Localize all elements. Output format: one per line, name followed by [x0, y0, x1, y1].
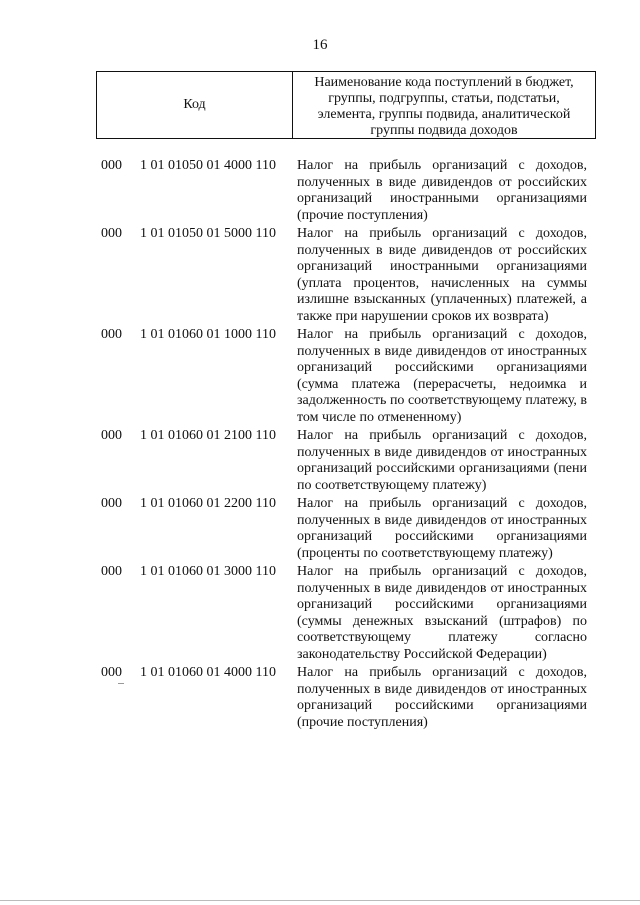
page-number: 16: [312, 37, 328, 53]
row-income-code: 1 01 01050 01 5000 110: [140, 226, 276, 241]
row-income-name: Налог на прибыль организаций с доходов, полученных в виде дивидендов от иностранных организаций российскими организациями (проценты по соответствующему платежу): [297, 496, 587, 561]
header-code-cell: Код: [97, 72, 293, 138]
row-income-code: 1 01 01060 01 4000 110: [140, 665, 276, 680]
page-bottom-edge: [0, 900, 640, 901]
row-income-name: Налог на прибыль организаций с доходов, полученных в виде дивидендов от российских организаций иностранными организациями (уплата процентов, начисленных на суммы излишне взысканных (уплаченных) платежей, а также при нарушении сроков их возврата): [297, 226, 587, 324]
table-row: [0, 226, 640, 325]
row-income-code: 1 01 01060 01 2200 110: [140, 496, 276, 511]
header-name-cell: Наименование кода поступлений в бюджет, группы, подгруппы, статьи, подстатьи, элемента, группы подвида, аналитической группы подвида доходов: [314, 75, 574, 138]
row-admin-code: 000: [101, 428, 122, 443]
row-income-name: Налог на прибыль организаций с доходов, полученных в виде дивидендов от иностранных организаций российскими организациями (пени по соответствующему платежу): [297, 428, 587, 493]
row-income-code: 1 01 01060 01 3000 110: [140, 564, 276, 579]
row-income-name: Налог на прибыль организаций с доходов, полученных в виде дивидендов от иностранных организаций российскими организациями (прочие поступления): [297, 665, 587, 730]
row-income-name: Налог на прибыль организаций с доходов, полученных в виде дивидендов от иностранных организаций российскими организациями (суммы денежных взысканий (штрафов) по соответствующему платежу согласно законодательству Российской Федерации): [297, 564, 587, 662]
row-admin-code: 000: [101, 665, 122, 680]
table-row: [0, 327, 640, 426]
row-income-code: 1 01 01060 01 2100 110: [140, 428, 276, 443]
row-income-name: Налог на прибыль организаций с доходов, полученных в виде дивидендов от российских организаций иностранными организациями (прочие поступления): [297, 158, 587, 223]
table-row: [0, 564, 640, 663]
income-code-list: [0, 158, 640, 733]
row-admin-code: 000: [101, 158, 122, 173]
table-header: [96, 71, 596, 139]
row-admin-code: 000: [101, 327, 122, 342]
scan-artifact: [118, 683, 124, 684]
table-row: [0, 665, 640, 731]
table-row: [0, 428, 640, 494]
row-income-name: Налог на прибыль организаций с доходов, полученных в виде дивидендов от иностранных организаций российскими организациями (сумма платежа (перерасчеты, недоимка и задолженность по соответствующему платежу, в том числе по отмененному): [297, 327, 587, 425]
table-row: [0, 158, 640, 224]
table-row: [0, 496, 640, 562]
row-admin-code: 000: [101, 496, 122, 511]
row-admin-code: 000: [101, 226, 122, 241]
row-income-code: 1 01 01050 01 4000 110: [140, 158, 276, 173]
row-admin-code: 000: [101, 564, 122, 579]
row-income-code: 1 01 01060 01 1000 110: [140, 327, 276, 342]
